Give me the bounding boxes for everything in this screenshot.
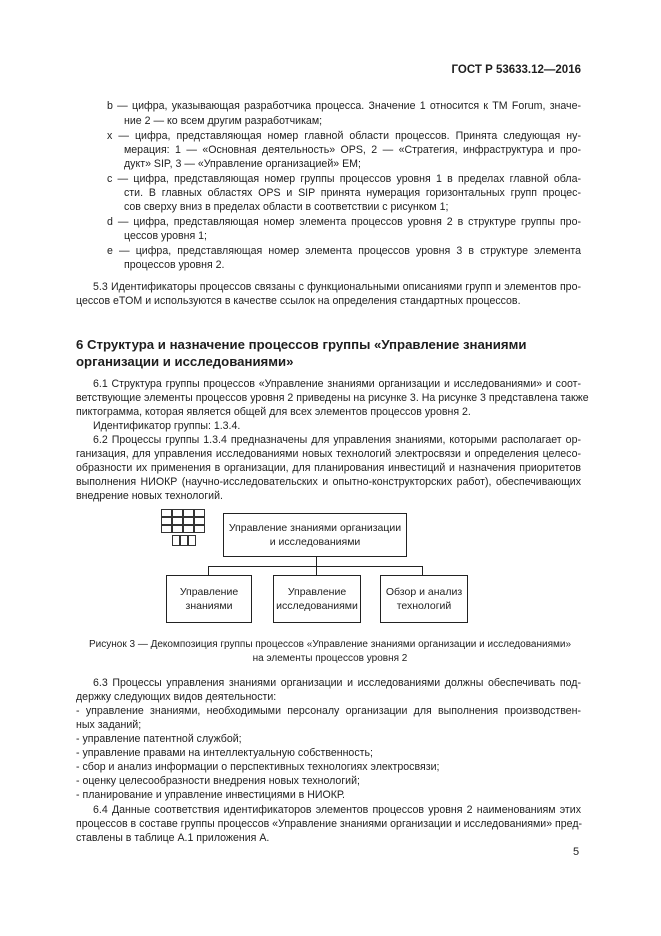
para-6-4-line2: процессов в составе группы процессов «Управление знаниями организации и исследованиями» пред- xyxy=(76,818,583,830)
figure-caption-line2: на элементы процессов уровня 2 xyxy=(252,653,408,664)
bullet-rnd-investment: - планирование и управление инвестициями в НИОКР. xyxy=(76,789,345,801)
child2-line2: исследованиями xyxy=(276,600,358,612)
child1-line2: знаниями xyxy=(185,600,233,612)
diagram-child-box-technology-review xyxy=(380,575,468,623)
def-b-line2: ние 2 — ко всем другим разработчикам; xyxy=(124,115,323,127)
diagram-top-box xyxy=(223,513,407,557)
def-e-line1: e — цифра, представляющая номер элемента процессов уровня 3 в структуре элемента xyxy=(107,245,581,257)
para-6-2-line4: выполнения НИОКР (научно-исследовательских и опытно-конструкторских работ), обеспечивающих xyxy=(76,476,581,488)
para-6-2-line5: внедрение новых технологий. xyxy=(76,490,223,502)
bullet-feasibility: - оценку целесообразности внедрения новых технологий; xyxy=(76,775,360,787)
figure-3-caption xyxy=(80,638,580,666)
child3-line2: технологий xyxy=(396,600,452,612)
diagram-top-line1: Управление знаниями организации xyxy=(228,522,402,534)
bullet-ip-rights: - управление правами на интеллектуальную собственность; xyxy=(76,747,373,759)
para-6-4-line1: 6.4 Данные соответствия идентификаторов элементов процессов уровня 2 наименованиям этих xyxy=(93,804,581,816)
page-number: 5 xyxy=(573,846,580,858)
def-c-line2: сти. В главных областях OPS и SIP принята нумерация горизонтальных групп процес- xyxy=(124,187,581,199)
def-b-line1: b — цифра, указывающая разработчика процесса. Значение 1 относится к TM Forum, значе- xyxy=(107,100,581,112)
connector-middle xyxy=(316,566,317,575)
def-x-line2: мерация: 1 — «Основная деятельность» OPS, 2 — «Стратегия, инфраструктура и про- xyxy=(124,144,581,156)
bullet-tech-info: - сбор и анализ информации о перспективных технологиях электросвязи; xyxy=(76,761,440,773)
para-5-3-line1: 5.3 Идентификаторы процессов связаны с функциональными описаниями групп и элементов про- xyxy=(93,281,581,293)
para-6-2-line3: образности их применения в организации, для планирования инвестиций и назначения приоритетов xyxy=(76,462,581,474)
bullet-knowledge-line2: ных заданий; xyxy=(76,719,142,731)
para-6-2-line2: ганизация, для управления исследованиями новых технологий электросвязи и определения целесо- xyxy=(76,448,581,460)
bullet-knowledge-line1: - управление знаниями, необходимыми персоналу организации для выполнения производствен- xyxy=(76,705,581,717)
group-identifier: Идентификатор группы: 1.3.4. xyxy=(93,420,241,432)
def-d-line2: цессов уровня 1; xyxy=(124,230,207,242)
def-x-line1: x — цифра, представляющая номер главной области процессов. Принята следующая ну- xyxy=(107,130,581,142)
pictogram-lower-row-icon xyxy=(172,535,196,546)
process-group-pictogram-icon xyxy=(161,509,205,533)
section-6-heading-line1: 6 Структура и назначение процессов группы «Управление знаниями xyxy=(76,337,527,352)
para-6-1-line1: 6.1 Структура группы процессов «Управление знаниями организации и исследованиями» и соот- xyxy=(93,378,581,390)
def-e-line2: процессов уровня 2. xyxy=(124,259,225,271)
child1-line1: Управление xyxy=(179,586,239,598)
para-6-1-line2: ветствующие элементы процессов уровня 2 приведены на рисунке 3. На рисунке 3 представлена также xyxy=(76,392,589,404)
def-c-line3: сов сверху вниз в пределах области в соответствии с рисунком 1; xyxy=(124,201,449,213)
diagram-top-line2: и исследованиями xyxy=(269,536,361,548)
diagram-child-box-research xyxy=(273,575,361,623)
section-6-heading xyxy=(76,336,526,370)
def-d-line1: d — цифра, представляющая номер элемента процессов уровня 2 в структуре группы про- xyxy=(107,216,581,228)
para-6-1-line3: пиктограмма, которая является общей для всех элементов процессов уровня 2. xyxy=(76,406,471,418)
para-6-3-line2: держку следующих видов деятельности: xyxy=(76,691,277,703)
para-6-4-line3: ставлены в таблице А.1 приложения А. xyxy=(76,832,270,844)
bullet-patent: - управление патентной службой; xyxy=(76,733,242,745)
para-5-3-line2: цессов eTOM и используются в качестве ссылок на определения стандартных процессов. xyxy=(76,295,521,307)
diagram-child-box-knowledge xyxy=(166,575,252,623)
para-6-3-line1: 6.3 Процессы управления знаниями организации и исследованиями должны обеспечивать под- xyxy=(93,677,581,689)
child3-line1: Обзор и анализ xyxy=(385,586,463,598)
section-6-heading-line2: организации и исследованиями» xyxy=(76,354,294,369)
child2-line1: Управление xyxy=(287,586,347,598)
connector-right xyxy=(422,566,423,575)
figure-caption-line1: Рисунок 3 — Декомпозиция группы процессов «Управление знаниями организации и исследованиями» xyxy=(88,639,572,650)
para-6-2-line1: 6.2 Процессы группы 1.3.4 предназначены для управления знаниями, которыми располагает ор- xyxy=(93,434,581,446)
connector-left xyxy=(208,566,209,575)
def-x-line3: дукт» SIP, 3 — «Управление организацией» EM; xyxy=(124,158,361,170)
document-id-header: ГОСТ Р 53633.12—2016 xyxy=(451,64,581,76)
def-c-line1: c — цифра, представляющая номер группы процессов уровня 1 в пределах главной обла- xyxy=(107,173,581,185)
